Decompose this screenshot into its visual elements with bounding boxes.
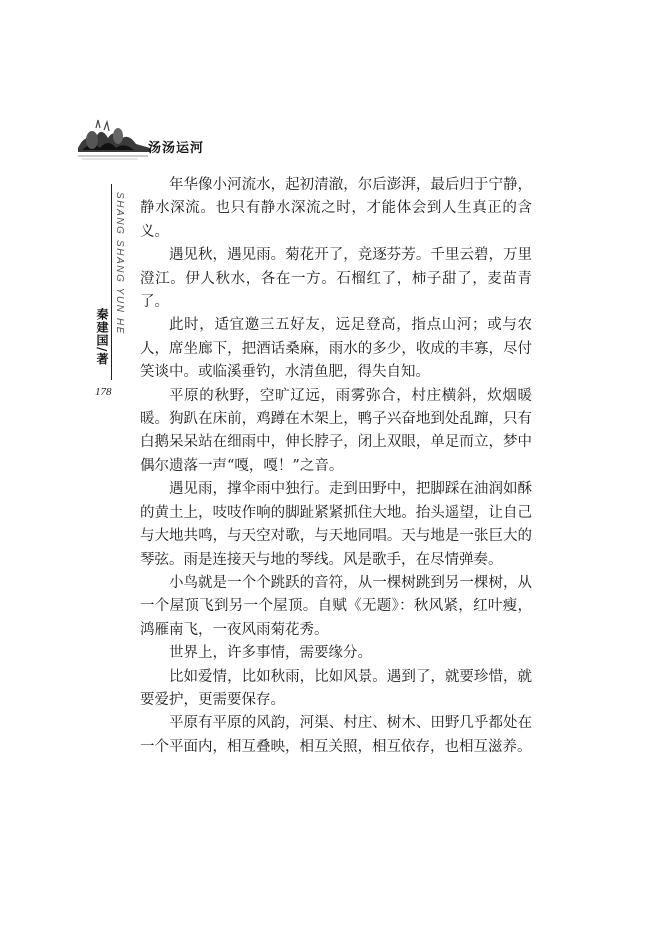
paragraph: 年华像小河流水，起初清澈，尔后澎湃，最后归于宁静，静水深流。也只有静水深流之时，才能体会到人生真正的含义。	[140, 177, 532, 240]
paragraph: 遇见秋，遇见雨。菊花开了，竞逐芬芳。千里云碧，万里澄江。伊人秋水，各在一方。石榴红了，柿子甜了，麦苗青了。	[140, 247, 532, 311]
page-number: 178	[95, 386, 112, 398]
chapter-running-title: 汤汤运河	[148, 141, 205, 156]
sidebar-english-title: SHANG SHANG YUN HE	[114, 192, 125, 336]
author-credit: 秦建国/著	[95, 308, 109, 366]
paragraph: 小鸟就是一个个跳跃的音符，从一棵树跳到另一棵树，从一个屋顶飞到另一个屋顶。自赋《无题》：秋风紧，红叶瘦，鸿雁南飞，一夜风雨菊花秀。	[140, 574, 532, 638]
paragraph: 世界上，许多事情，需要缘分。	[169, 645, 372, 662]
ink-landscape-ornament-icon	[78, 118, 150, 162]
paragraph: 此时，适宜邀三五好友，远足登高，指点山河；或与农人，席坐廊下，把酒话桑麻，雨水的多少，收成的丰寡，尽付笑谈中。或临溪垂钓，水清鱼肥，得失自知。	[140, 317, 532, 381]
paragraph: 比如爱情，比如秋雨，比如风景。遇到了，就要珍惜，就要爱护，更需要保存。	[140, 668, 532, 708]
paragraph: 遇见雨，撑伞雨中独行。走到田野中，把脚踩在油润如酥的黄土上，吱吱作响的脚趾紧紧抓住大地。抬头遥望，让自己与大地共鸣，与天空对歌，与天地同唱。天与地是一张巨大的琴弦。雨是连接天与地的琴线。风是歌手，在尽情弹奏。	[140, 481, 532, 568]
sidebar-divider	[111, 184, 112, 380]
body-text	[140, 174, 532, 759]
paragraph: 平原的秋野，空旷辽远，雨雾弥合，村庄横斜，炊烟暖暖。狗趴在床前，鸡蹲在木架上，鸭子兴奋地到处乱蹿，只有白鹅呆呆站在细雨中，伸长脖子，闭上双眼，单足而立，梦中偶尔遗落一声“嘎，嘎！”之音。	[140, 387, 532, 474]
paragraph: 平原有平原的风韵，河渠、村庄、树木、田野几乎都处在一个平面内，相互叠映，相互关照，相互依存，也相互滋养。	[140, 715, 532, 755]
